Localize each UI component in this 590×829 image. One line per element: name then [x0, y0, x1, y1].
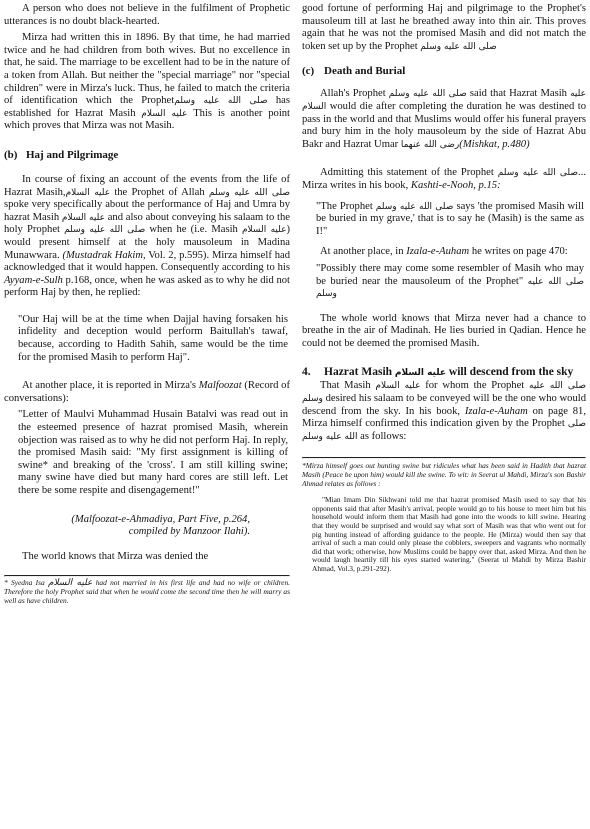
left-paragraph-3: In course of fixing an account of the events from the life of Hazrat Masih,عليه السلام the Prophet of Allah صلى الله عليه وسلم spoke very specifically about the performance of Haj and Umra by hazrat Masih عليه السلام and also about conveying his salaam to the holy Prophet صلى الله عليه وسلم when he (i.e. Masih عليه السلام) would present himself at the holy mausoleum in Madina Munawwara. (Mustadrak Hakim, Vol. 2, p.595). Mirza himself had acknowledged that it would happen. Consequently according to his Ayyam-e-Sulh p.168, once, when he was asked as to why he did not perform Haj by then, he replied: — [4, 173, 291, 299]
right-quote-1: "The Prophet صلى الله عليه وسلم says 'the promised Masih will be buried in my grave,' that is to say he (Masih) is the same as I!" — [316, 200, 585, 237]
left-footnote: * Syedna Isa عليه السلام had not married in his first life and had no wife or children. Therefore the holy Prophet said that when he would come the second time then he will marry as well as have children. — [4, 578, 290, 605]
right-paragraph-6: That Masih عليه السلام for whom the Prophet صلى الله عليه وسلم desired his salaam to be conveyed will be the one who would descend from the sky. In his book, Izala-e-Auham on page 81, Mirza himself confirmed this indication given by the Prophet صلى الله عليه وسلم as follows: — [302, 380, 586, 442]
book-title: Kashti-e-Nooh, p.15: — [410, 179, 501, 191]
right-paragraph-4: At another place, in Izala-e-Auham he writes on page 470: — [320, 246, 568, 258]
arabic-honorific: صلى الله عليه وسلم — [302, 419, 586, 442]
arabic-honorific: صلى الله عليه وسلم — [64, 225, 146, 236]
arabic-honorific: عليه السلام — [394, 368, 447, 379]
arabic-honorific: صلى الله عليه وسلم — [174, 96, 268, 107]
book-title: Ayyam-e-Sulh — [4, 274, 63, 286]
citation: (Mishkat, p.480) — [459, 138, 530, 150]
arabic-honorific: صلى الله عليه وسلم — [302, 381, 586, 405]
left-citation-1: (Malfoozat-e-Ahmadiya, Part Five, p.264, — [71, 513, 250, 525]
arabic-honorific: صلى الله عليه وسلم — [497, 168, 579, 179]
arabic-honorific: صلى الله عليه وسلم — [375, 201, 454, 212]
book-title: Izala-e-Auham — [406, 246, 470, 258]
right-footnote-1: *Mirza himself goes out hunting swine but ridicules what has been said in Hadith that hazrat Masih (Peace be upon him) would kill the swine. To wit: in Seerat ul Mahdi, Mirza's son Bashir Ahmad relates as follows : — [302, 461, 586, 488]
book-title: Malfoozat — [198, 380, 242, 392]
right-paragraph-5: The whole world knows that Mirza never had a chance to breathe in the air of Madinah. He lies buried in Qadian. Hence he could not be deemed the promised Masih. — [302, 312, 586, 349]
arabic-honorific: عليه السلام — [141, 108, 188, 119]
left-quote-1: "Our Haj will be at the time when Dajjal having forsaken his infidelity and deception would perform Baitullah's tawaf, because, according to Hadith Sahih, same would be the time for the promised Masih to perform Haj". — [18, 313, 288, 363]
left-citation-2: compiled by Manzoor Ilahi). — [128, 526, 250, 538]
left-paragraph-4: At another place, it is reported in Mirza's Malfoozat (Record of conversations): — [4, 380, 290, 404]
arabic-honorific: عليه السلام — [302, 89, 586, 112]
arabic-honorific: عليه السلام — [47, 578, 93, 589]
arabic-honorific: عليه السلام — [61, 212, 105, 223]
arabic-honorific: عليه السلام — [375, 381, 421, 392]
right-paragraph-3: Admitting this statement of the Prophet صلى الله عليه وسلم... Mirza writes in his book, Kashti-e-Nooh, p.15: — [302, 167, 586, 191]
section-heading-death-burial: (c) Death and Burial — [302, 65, 406, 78]
left-paragraph-1: A person who does not believe in the fulfilment of Prophetic utterances is no doubt black-hearted. — [4, 3, 290, 27]
arabic-honorific: عليه السلام — [241, 225, 287, 236]
right-paragraph-1: good fortune of performing Haj and pilgrimage to the Prophet's mausoleum till at last he breathed away into thin air. This proves again that he was not the promised Masih and did not match the token set up by the Prophet صلى الله عليه وسلم — [302, 3, 586, 52]
arabic-honorific: صلى الله عليه وسلم — [388, 89, 467, 100]
section-heading-descend-sky: 4. Hazrat Masih عليه السلام will descend from the sky — [302, 366, 574, 379]
right-paragraph-2: Allah's Prophet صلى الله عليه وسلم said that Hazrat Masih عليه السلام would die after completing the duration he was destined to pass in the world and that Muslims would offer his funeral prayers and bury him in the holy mausoleum by the side of Hazrat Abu Bakr and Hazrat Umar رضى الله عنهما(Mishkat, p.480) — [302, 88, 586, 150]
arabic-honorific: صلى الله عليه وسلم — [420, 41, 497, 52]
arabic-honorific: صلى الله عليه وسلم — [208, 187, 291, 198]
section-heading-haj: (b) Haj and Pilgrimage — [4, 148, 119, 161]
arabic-honorific: عليه السلام — [65, 187, 111, 198]
arabic-honorific: رضى الله عنهما — [400, 139, 460, 150]
left-quote-2: "Letter of Maulvi Muhammad Husain Batalvi was read out in the esteemed presence of hazrat promised Masih, wherein objection was raised as to why he did not perform Haj. In reply, the promised Masih said: "My first assignment is killing of swine* and breaking of the 'cross'. I am still killing swine; many swine have died but many hard cores are still left. Let there be some respite and disengagement!" — [18, 409, 288, 496]
book-title: Izala-e-Auham — [464, 405, 528, 417]
left-paragraph-5: The world knows that Mirza was denied the — [22, 550, 209, 562]
right-footnote-2: "Mian Imam Din Sikhwani told me that hazrat promised Masih used to say that his opponents said that after Masih's arrival, people would go to his house to meet him but his household would inform them that Masih had gone into the woods to kill swine. Hearing that they would be surprised and would say what sort of Masih was that who went out for pig hunting instead of affording guidance to the people. He (Mirza) would then say that arrival of such a man could only please the cobblers, sweepers and vagrants who normally did that work; otherwise, how Muslims could be happy over that, asked Mirza. And then he would laugh heartily till his eyes started watering." (Seerat ul Mahdi by Mirza Bashir Ahmad, Vol.3, p.291-292). — [312, 495, 586, 573]
arabic-honorific: صلى الله عليه وسلم — [316, 276, 584, 300]
left-column — [4, 0, 290, 605]
right-column — [302, 0, 586, 574]
citation: (Mustadrak Hakim, — [62, 249, 146, 261]
left-paragraph-2: Mirza had written this in 1896. By that time, he had married twice and he had children from both wives. But no excellence in that, he said. The marriage to be excellent had to be in the nature of a token from Allah. But neither the "special marriage" nor "special children" were in Mirza's luck. Thus, he failed to match the criteria of identification which the Prophetصلى الله عليه وسلم has established for Hazrat Masih عليه السلام This is another point which proves that Mirza was not Masih. — [4, 32, 290, 132]
right-quote-2: "Possibly there may come some resembler of Masih who may be buried near the mausoleum of the Prophet" صلى الله عليه وسلم — [316, 262, 584, 300]
